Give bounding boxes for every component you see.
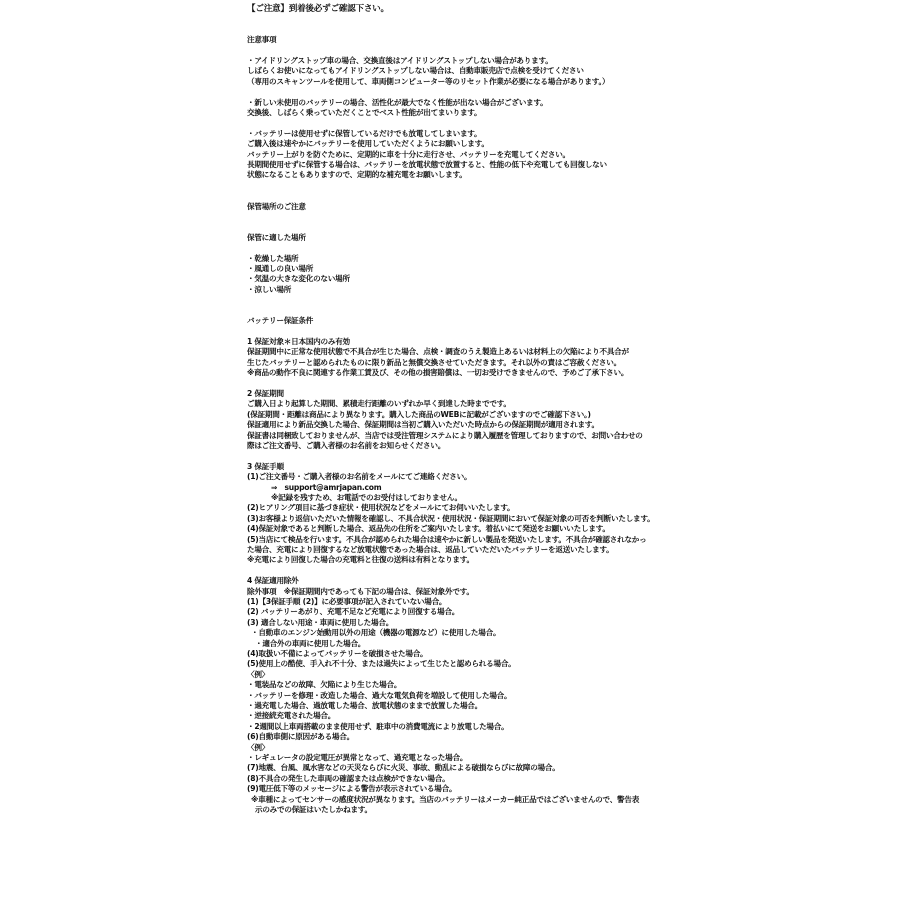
section-text: (6)自動車側に原因がある場合。 [247,732,354,742]
section-text: 〈例〉 [247,742,270,752]
section-text: (2)ヒアリング項目に基づき症状・使用状況などをメールにてお伺いいたします。 [247,503,515,513]
caution-text: ご購入後は速やかにバッテリーを使用していただくようにお願いします。 [247,139,489,149]
section-text: (4)取扱い不備によってバッテリーを破損させた場合。 [247,649,428,658]
storage-item: ・涼しい場所 [247,284,292,294]
section-title: 3 保証手順 [247,461,284,471]
section-text: 保証期間中に正常な使用状態で不具合が生じた場合、点検・調査のうえ製造上あるいは材料上の欠陥により不具合が [247,347,629,357]
caution-heading: 注意事項 [247,35,277,45]
section-text: ご購入日より起算した期間、累積走行距離のいずれか早く到達した時までです。 [247,399,511,409]
storage-item: ・風通しの良い場所 [247,264,314,274]
section-text: 際はご注文番号、ご購入者様のお名前をお知らせください。 [247,440,446,450]
section-text: (7)地震、台風、風水害などの天災ならびに火災、事故、動乱による破損ならびに故障の場合。 [247,763,560,773]
section-text: (5)使用上の酷使、手入れ不十分、または過失によって生じたと認められる場合。 [247,659,516,669]
caution-text: 長期間使用せずに保管する場合は、バッテリーを放電状態で放置すると、性能の低下や充電しても回復しない [247,160,607,170]
section-note: ※記録を残すため、お電話でのお受付はしておりません。 [271,492,462,502]
section-text: 保証書は同梱致しておりませんが、当店では受注管理システムにより購入履歴を管理しておりますので、お問い合わせの [247,430,643,440]
caution-text: バッテリー上がりを防ぐために、定期的に車を十分に走行させ、バッテリーを充電してください。 [247,149,570,159]
section-note: ※車種によってセンサーの感度状況が異なります。当店のバッテリーはメーカー純正品ではございませんので、警告表 [251,794,640,804]
storage-subheading: 保管に適した場所 [247,232,306,242]
section-text: た場合、充電により回復するなど放電状態であった場合は、返品していただいたバッテリーを返送いたします。 [247,544,614,554]
warranty-heading: バッテリー保証条件 [247,316,314,326]
document [247,4,887,816]
section-text: ・2週間以上車両搭載のまま使用せず、駐車中の消費電流により放電した場合。 [247,721,509,731]
section-text: (1)ご注文番号・ご購入者様のお名前をメールにてご連絡ください。 [247,472,472,482]
section-text: (1)【3保証手順 (2)】に必要事項が記入されていない場合。 [247,596,447,606]
section-title: 4 保証適用除外 [247,576,299,586]
section-text: (9)電圧低下等のメッセージによる警告が表示されている場合。 [247,784,457,794]
section-subitem: ・自動車のエンジン始動用以外の用途（機器の電源など）に使用した場合。 [251,628,501,638]
caution-text: ・新しい未使用のバッテリーの場合、活性化が最大でなく性能が出ない場合がございます。 [247,97,548,107]
section-text: ・逆接続充電された場合。 [247,711,336,721]
section-text: (3) 適合しない用途・車両に使用した場合。 [247,617,394,627]
section-title: 1 保証対象＊日本国内のみ有効 [247,336,350,346]
support-email: ⇒ support@amrjapan.com [271,482,382,492]
section-text: (3)お客様より返信いただいた情報を確認し、不具合状況・使用状況・保証期間において保証対象の可否を判断いたします。 [247,513,655,523]
section-text: (4)保証対象であると判断した場合、返品先の住所をご案内いたします。着払いにて発送をお願いいたします。 [247,524,610,534]
caution-text: しばらくお使いになってもアイドリングストップしない場合は、自動車販売店で点検を受けてください [247,66,584,76]
caution-text: 交換後、しばらく乗っていただくことでベスト性能が出てまいります。 [247,108,482,118]
section-text: 除外事項 ※保証期間内であっても下記の場合は、保証対象外です。 [247,586,474,596]
section-text: ※充電により回復した場合の充電料と往復の送料は有料となります。 [247,555,474,565]
section-text: ・レギュレータの設定電圧が異常となって、過充電となった場合。 [247,753,468,763]
section-text: (保証期間・距離は商品により異なります。購入した商品のWEBに記載がございますのでご確認下さい。) [247,409,591,419]
section-text: (5)当店にて検品を行います。不具合が認められた場合は速やかに新しい製品を発送いたします。不具合が確認されなかっ [247,534,647,544]
section-text: ・バッテリーを修理・改造した場合、過大な電気負荷を増設して使用した場合。 [247,690,512,700]
storage-item: ・気温の大きな変化のない場所 [247,274,350,284]
section-subitem: ・適合外の車両に使用した場合。 [255,638,366,648]
section-note: 示のみでの保証はいたしかねます。 [255,805,372,815]
section-text: ※商品の動作不良に関連する作業工賃及び、その他の損害賠償は、一切お受けできませんので、予めご了承下さい。 [247,368,629,378]
caution-text: 状態になることもありますので、定期的な補充電をお願いします。 [247,170,467,180]
section-text: (8)不具合の発生した車両の確認または点検ができない場合。 [247,773,450,783]
storage-item: ・乾燥した場所 [247,253,299,263]
storage-heading: 保管場所のご注意 [247,201,306,211]
caution-text: ・バッテリーは使用せずに保管しているだけでも放電してしまいます。 [247,128,482,138]
section-text: 保証適用により新品交換した場合、保証期間は当初ご購入いただいた時点からの保証期間が適用されます。 [247,420,599,430]
document-title: 【ご注意】到着後必ずご確認下さい。 [247,4,389,14]
section-text: (2) バッテリーあがり、充電不足など充電により回復する場合。 [247,607,460,617]
section-text: ・電装品などの故障、欠陥により生じた場合。 [247,680,402,690]
section-text: 〈例〉 [247,669,270,679]
caution-text: （専用のスキャンツールを使用して、車両側コンピューター等のリセット作業が必要になる場合があります。） [247,76,610,86]
section-text: 生じたバッテリーと認められたものに限り新品と無償交換させていただきます。それ以外の責はご容赦ください。 [247,357,621,367]
caution-text: ・アイドリングストップ車の場合、交換直後はアイドリングストップしない場合があります。 [247,56,553,65]
section-text: ・過充電した場合、過放電した場合、放電状態のままで放置した場合。 [247,701,482,711]
section-title: 2 保証期間 [247,388,284,398]
